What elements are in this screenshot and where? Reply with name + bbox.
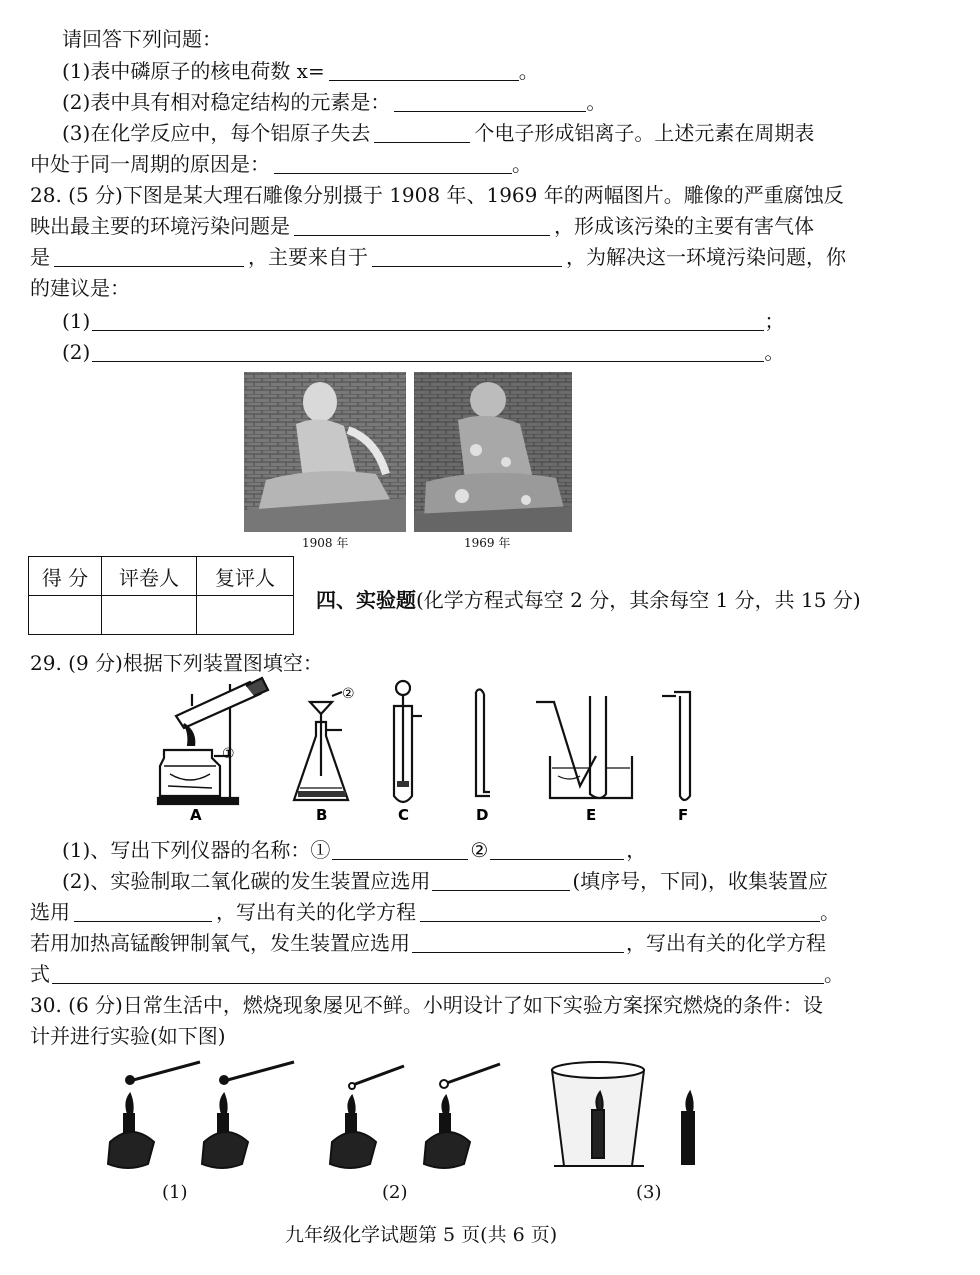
- apparatus-label-c: C: [398, 806, 410, 824]
- score-header-reviewer: 复评人: [197, 557, 294, 596]
- apparatus-a-marker: ①: [222, 746, 235, 762]
- q29-co2-collector-blank[interactable]: [74, 901, 212, 922]
- q27-intro: 请回答下列问题：: [62, 27, 222, 51]
- statue-photos-figure: [226, 370, 574, 552]
- q28-gas-blank[interactable]: [54, 246, 244, 267]
- q30-stem-line2: 计并进行实验(如下图): [30, 1024, 226, 1048]
- end-mark: 。: [512, 152, 532, 176]
- q28-line3-b: ，主要来自于: [248, 245, 368, 269]
- q29-instrument1-blank[interactable]: [332, 839, 468, 860]
- score-table: [28, 556, 294, 635]
- q29-co2-generator-blank[interactable]: [432, 870, 570, 891]
- apparatus-b-marker: ②: [342, 686, 355, 702]
- q27-part1: [62, 58, 539, 84]
- apparatus-label-b: B: [316, 806, 328, 824]
- q30-caption-1: (1): [162, 1182, 188, 1203]
- apparatus-e: [536, 696, 632, 798]
- section4-heading: [316, 587, 861, 613]
- photo-1908: [244, 372, 406, 532]
- q28-stem-line2: [30, 213, 814, 239]
- q27-part3-blank-1[interactable]: [374, 122, 470, 143]
- q28-line2-b: ，形成该污染的主要有害气体: [554, 214, 814, 238]
- q28-s2-end: 。: [764, 340, 785, 364]
- apparatus-c: [394, 681, 422, 802]
- statue-photos: [226, 370, 574, 552]
- q29-p2-g: 式: [30, 962, 50, 986]
- q27-part3-blank-2[interactable]: [274, 153, 512, 174]
- q30-caption-3: (3): [636, 1182, 662, 1203]
- apparatus-label-d: D: [476, 806, 489, 824]
- apparatus-b: [294, 692, 348, 800]
- q30-stem-line1: 30. (6 分)日常生活中，燃烧现象屡见不鲜。小明设计了如下实验方案探究燃烧的条件：设: [30, 993, 823, 1017]
- q28-suggestion-1-blank[interactable]: [92, 310, 764, 331]
- q29-p2-c: 选用: [30, 900, 70, 924]
- q27-part3-cont: [30, 151, 532, 177]
- q29-p1-end: ，: [626, 838, 647, 862]
- q29-p2-f: ，写出有关的化学方程: [626, 931, 826, 955]
- end-mark: 。: [824, 962, 844, 986]
- q28-s2-label: (2): [62, 340, 91, 364]
- q30-experiment: [84, 1056, 724, 1176]
- page-footer: 九年级化学试题第 5 页(共 6 页): [285, 1224, 558, 1246]
- q29-stem: 29. (9 分)根据下列装置图填空：: [30, 651, 323, 675]
- q28-line2-a: 映出最主要的环境污染问题是: [30, 214, 290, 238]
- q28-s1-end: ；: [764, 309, 785, 333]
- q28-pollution-blank[interactable]: [294, 215, 550, 236]
- q29-o2-equation-blank[interactable]: [52, 963, 824, 984]
- q29-p2-e: 若用加热高锰酸钾制氧气，发生装置应选用: [30, 931, 410, 955]
- q29-apparatus-figure: [150, 676, 710, 826]
- end-mark: 。: [586, 90, 607, 114]
- photo-1908-caption: 1908 年: [302, 536, 349, 550]
- section4-note: (化学方程式每空 2 分，其余每空 1 分，共 15 分): [416, 588, 861, 612]
- q29-instrument2-blank[interactable]: [490, 839, 624, 860]
- score-cell-grader[interactable]: [102, 596, 197, 635]
- q28-s1-label: (1): [62, 309, 91, 333]
- q28-stem-line4: 的建议是：: [30, 276, 130, 300]
- end-mark: 。: [820, 900, 840, 924]
- q27-part1-text: (1)表中磷原子的核电荷数 x=: [62, 59, 325, 83]
- q29-part2-line4: [30, 961, 844, 987]
- q29-co2-equation-blank[interactable]: [420, 901, 820, 922]
- score-header-grader: 评卷人: [102, 557, 197, 596]
- q29-o2-generator-blank[interactable]: [412, 932, 624, 953]
- q28-line3-a: 是: [30, 245, 50, 269]
- q29-apparatus: [150, 676, 710, 826]
- end-mark: 。: [518, 59, 539, 83]
- photo-1969-caption: 1969 年: [464, 536, 511, 550]
- beaker-over-candle: [552, 1062, 644, 1166]
- q28-stem-line3: [30, 244, 846, 270]
- q28-suggestion-1: [62, 308, 784, 334]
- apparatus-f: [662, 692, 690, 800]
- q28-stem-line1: 28. (5 分)下图是某大理石雕像分别摄于 1908 年、1969 年的两幅图片。雕像的严重腐蚀反: [30, 183, 844, 207]
- q30-experiment-figure: [84, 1056, 724, 1176]
- q29-p1-b: ②: [470, 838, 489, 862]
- q29-p2-b: (填序号，下同)，收集装置应: [572, 869, 828, 893]
- photo-1969: [414, 372, 572, 532]
- q29-p2-a: (2)、实验制取二氧化碳的发生装置应选用: [62, 869, 431, 893]
- q29-p1-a: (1)、写出下列仪器的名称：①: [62, 838, 331, 862]
- apparatus-label-e: E: [586, 806, 597, 824]
- section4-title: 四、实验题: [316, 588, 416, 612]
- q29-part2-line1: [62, 868, 828, 894]
- q29-part2-line2: [30, 899, 840, 925]
- q28-suggestion-2: [62, 339, 784, 365]
- apparatus-label-a: A: [190, 806, 202, 824]
- apparatus-d: [476, 689, 490, 796]
- q27-part3-text-c: 中处于同一周期的原因是：: [30, 152, 270, 176]
- q29-part1: [62, 837, 646, 863]
- q27-part3-text-a: (3)在化学反应中，每个铝原子失去: [62, 121, 371, 145]
- q28-source-blank[interactable]: [372, 246, 562, 267]
- q27-part2-text: (2)表中具有相对稳定结构的元素是：: [62, 90, 391, 114]
- apparatus-a: [158, 678, 268, 804]
- q28-suggestion-2-blank[interactable]: [92, 341, 764, 362]
- score-cell-score[interactable]: [29, 596, 102, 635]
- q27-part3-text-b: 个电子形成铝离子。上述元素在周期表: [474, 121, 815, 145]
- q29-p2-d: ，写出有关的化学方程: [216, 900, 416, 924]
- q28-line3-c: ，为解决这一环境污染问题，你: [566, 245, 846, 269]
- q27-part3: [62, 120, 814, 146]
- q30-caption-2: (2): [382, 1182, 408, 1203]
- q29-part2-line3: [30, 930, 826, 956]
- apparatus-label-f: F: [678, 806, 689, 824]
- score-header-score: 得 分: [29, 557, 102, 596]
- score-cell-reviewer[interactable]: [197, 596, 294, 635]
- q27-part2-blank[interactable]: [394, 91, 586, 112]
- q27-part2: [62, 89, 606, 115]
- q27-part1-blank[interactable]: [329, 60, 519, 81]
